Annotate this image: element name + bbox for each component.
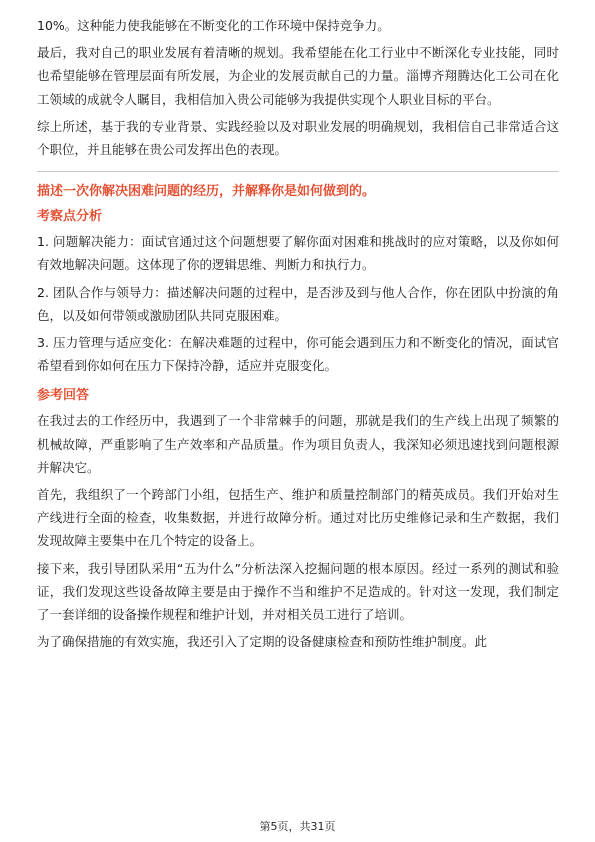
answer-paragraph: 接下来，我引导团队采用“五为什么”分析法深入挖掘问题的根本原因。经过一系列的测试和验证，我们发现这些设备故障主要是由于操作不当和维护不足造成的。针对这一发现，我们制定了一套详细的设备操作规程和维护计划，并对相关员工进行了培训。 (37, 560, 559, 623)
answer-paragraph: 在我过去的工作经历中，我遇到了一个非常棘手的问题，那就是我们的生产线上出现了频繁的机械故障，严重影响了生产效率和产品质量。作为项目负责人，我深知必须迅速找到问题根源并解决它。 (37, 413, 559, 475)
page-footer: 第5页，共31页 (259, 820, 336, 833)
interview-question: 描述一次你解决困难问题的经历，并解释你是如何做到的。 (37, 184, 376, 200)
section-divider (37, 171, 559, 172)
intro-paragraph: 10%。这种能力使我能够在不断变化的工作环境中保持竞争力。 (37, 18, 390, 33)
intro-paragraph: 综上所述，基于我的专业背景、实践经验以及对职业发展的明确规划，我相信自己非常适合这个职位，并且能够在贵公司发挥出色的表现。 (37, 118, 559, 158)
analysis-item: 3. 压力管理与适应变化：在解决难题的过程中，你可能会遇到压力和不断变化的情况，面试官希望看到你如何在压力下保持冷静，适应并克服变化。 (37, 335, 559, 374)
analysis-item: 2. 团队合作与领导力：描述解决问题的过程中，是否涉及到与他人合作，你在团队中扮演的角色，以及如何带领或激励团队共同克服困难。 (37, 284, 559, 323)
document-page (37, 14, 559, 657)
answer-paragraph: 首先，我组织了一个跨部门小组，包括生产、维护和质量控制部门的精英成员。我们开始对生产线进行全面的检查，收集数据，并进行故障分析。通过对比历史维修记录和生产数据，我们发现故障主要集中在几个特定的设备上。 (37, 487, 559, 549)
analysis-heading: 考察点分析 (37, 209, 103, 225)
intro-paragraph: 最后，我对自己的职业发展有着清晰的规划。我希望能在化工行业中不断深化专业技能，同时也希望能够在管理层面有所发展，为企业的发展贡献自己的力量。淄博齐翔腾达化工公司在化工领域的成就令人瞩目，我相信加入贵公司能够为我提供实现个人职业目标的平台。 (37, 45, 559, 107)
answer-heading: 参考回答 (37, 388, 90, 404)
answer-paragraph: 为了确保措施的有效实施，我还引入了定期的设备健康检查和预防性维护制度。此 (37, 634, 488, 650)
analysis-item: 1. 问题解决能力：面试官通过这个问题想要了解你面对困难和挑战时的应对策略，以及你如何有效地解决问题。这体现了你的逻辑思维、判断力和执行力。 (37, 234, 559, 273)
